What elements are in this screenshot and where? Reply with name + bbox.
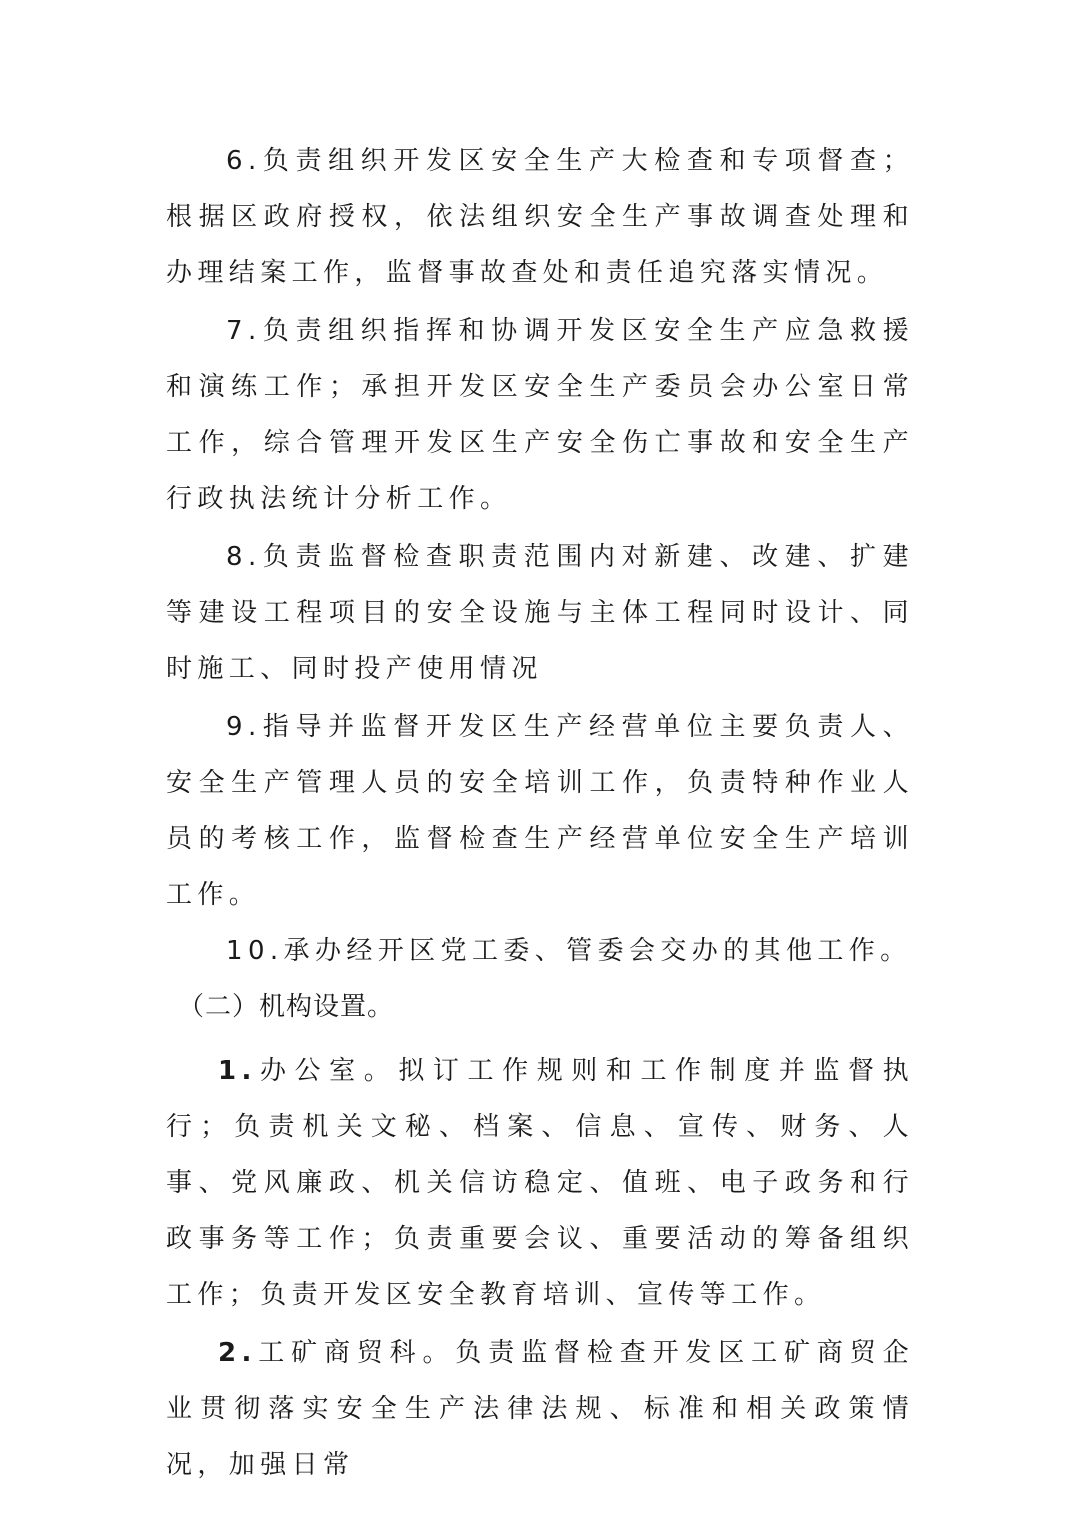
document-body [166,133,914,1493]
paragraph-item-9: 9.指导并监督开发区生产经营单位主要负责人、安全生产管理人员的安全培训工作，负责特种作业人员的考核工作，监督检查生产经营单位安全生产培训工作。 [166,712,914,910]
subsection-list [166,1043,914,1493]
subsection-number: 1. [218,1056,257,1086]
paragraph-item-7: 7.负责组织指挥和协调开发区安全生产应急救援和演练工作；承担开发区安全生产委员会办公室日常工作，综合管理开发区生产安全伤亡事故和安全生产行政执法统计分析工作。 [166,316,914,514]
paragraph-item-8: 8.负责监督检查职责范围内对新建、改建、扩建等建设工程项目的安全设施与主体工程同时设计、同时施工、同时投产使用情况 [166,542,914,684]
subsection-office [166,1043,914,1323]
subsection-text: 办公室。拟订工作规则和工作制度并监督执行；负责机关文秘、档案、信息、宣传、财务、人事、党风廉政、机关信访稳定、值班、电子政务和行政事务等工作；负责重要会议、重要活动的筹备组织工作；负责开发区安全教育培训、宣传等工作。 [166,1056,914,1310]
section-heading: （二）机构设置。 [178,992,395,1022]
subsection-industry-trade [166,1325,914,1493]
paragraph-item-10: 10.承办经开区党工委、管委会交办的其他工作。 [226,936,912,966]
subsection-number: 2. [218,1338,257,1368]
paragraph-item-6: 6.负责组织开发区安全生产大检查和专项督查；根据区政府授权，依法组织安全生产事故调查处理和办理结案工作，监督事故查处和责任追究落实情况。 [166,146,914,288]
subsection-text: 工矿商贸科。负责监督检查开发区工矿商贸企业贯彻落实安全生产法律法规、标准和相关政策情况，加强日常 [166,1338,914,1480]
